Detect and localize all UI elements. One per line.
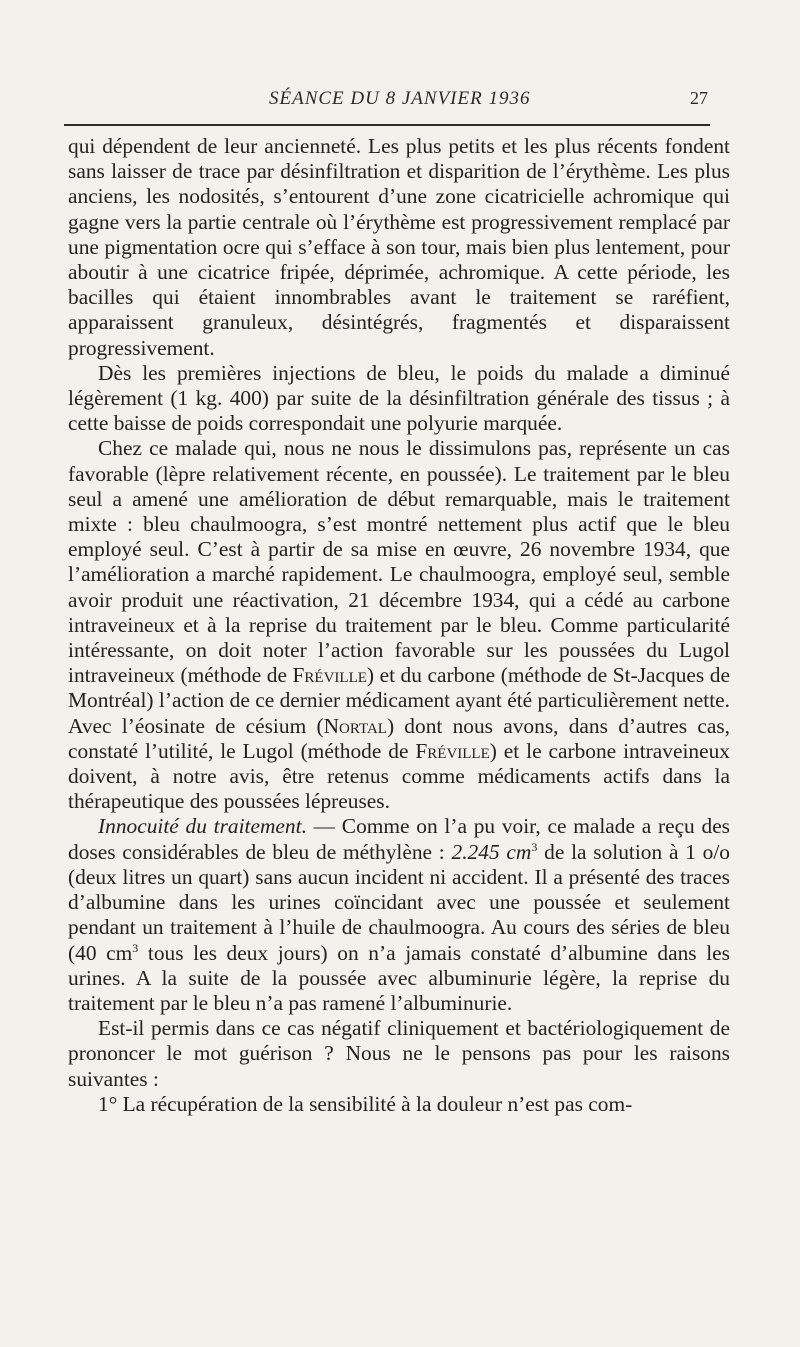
running-title: SÉANCE DU 8 JANVIER 1936 [269, 88, 531, 109]
paragraph-5: Est-il permis dans ce cas négatif cliniquement et bactériologiquement de prononcer le mot guérison ? Nous ne le pensons pas pour les raisons suivantes : [68, 1016, 730, 1091]
paragraph-3-part-a: Chez ce malade qui, nous ne nous le dissimulons pas, représente un cas favorable (lèpre relativement récente, en poussée). Le traitement par le bleu seul a amené une amélioration de début remarquable, mais le traitement mixte : bleu chaulmoogra, s’est montré nettement plus actif que le bleu employé seul. C’est à partir de sa mise en œuvre, 26 novembre 1934, que l’amélioration a marché rapidement. Le chaulmoogra, employé seul, semble avoir produit une réactivation, 21 décembre 1934, qui a cédé au carbone intraveineux et à la reprise du traitement par le bleu. Comme particularité intéressante, on doit noter l’action favorable sur les poussées du Lugol intraveineux (méthode de [68, 436, 730, 688]
paragraph-1: qui dépendent de leur ancienneté. Les plus petits et les plus récents fondent sans laisser de trace par désinfiltration et disparition de l’érythème. Les plus anciens, les nodosités, s’entourent d’une zone cicatricielle achromique qui gagne vers la partie centrale où l’érythème est progressivement remplacé par une pigmentation ocre qui s’efface à son tour, mais bien plus lentement, pour aboutir à une cicatrice fripée, déprimée, achromique. A cette période, les bacilles qui étaient innombrables avant le traitement se raréfient, apparaissent granuleux, désintégrés, fragmentés et disparaissent progressivement. [68, 134, 730, 360]
paragraph-2: Dès les premières injections de bleu, le poids du malade a diminué légèrement (1 kg. 400) par suite de la désinfiltration générale des tissus ; à cette baisse de poids correspondait une polyurie marquée. [68, 360, 730, 436]
superscript: 3 [531, 839, 538, 854]
paragraph-3-part-d: ) et le carbone intraveineux doivent, à notre avis, être retenus comme médicaments actifs dans la thérapeutique des poussées lépreuses. [68, 738, 730, 814]
running-header [64, 88, 712, 118]
paragraph-3 [68, 436, 730, 814]
page-number: 27 [690, 88, 708, 108]
header-rule [64, 124, 710, 126]
paragraph-4-part-c: tous les deux jours) on n’a jamais constaté d’albumine dans les urines. A la suite de la poussée avec albuminurie légère, la reprise du traitement par le bleu n’a pas ramené l’albuminurie. [68, 940, 730, 1015]
superscript: 3 [132, 940, 139, 955]
paragraph-4 [68, 814, 730, 1016]
dose-value: 2.245 cm [451, 839, 532, 864]
paragraph-4-part-a: — Comme on l’a pu voir, ce malade a reçu des doses considérables de bleu de méthylène : [68, 814, 731, 864]
paragraph-3-part-b: ) et du carbone (méthode de St-Jacques de Montréal) l’action de ce dernier médicament ayant été particulièrement nette. Avec l’éosinate de césium ( [68, 663, 730, 738]
author-name: Fréville [292, 663, 367, 688]
paragraph-4-part-b: de la solution à 1 o/o (deux litres un quart) sans aucun incident ni accident. Il a présenté des traces d’albumine dans les urines coïncidant avec une poussée et seulement pendant un traitement à l’huile de chaulmoogra. Au cours des séries de bleu (40 cm [68, 839, 731, 965]
paragraph-6: 1° La récupération de la sensibilité à la douleur n’est pas com- [98, 1091, 633, 1116]
section-heading: Innocuité du traitement. [98, 814, 307, 839]
body-text [68, 134, 730, 1117]
author-name: Nortal [323, 713, 387, 738]
author-name: Fréville [415, 738, 490, 763]
paragraph-3-part-c: ) dont nous avons, dans d’autres cas, constaté l’utilité, le Lugol (méthode de [68, 713, 730, 763]
